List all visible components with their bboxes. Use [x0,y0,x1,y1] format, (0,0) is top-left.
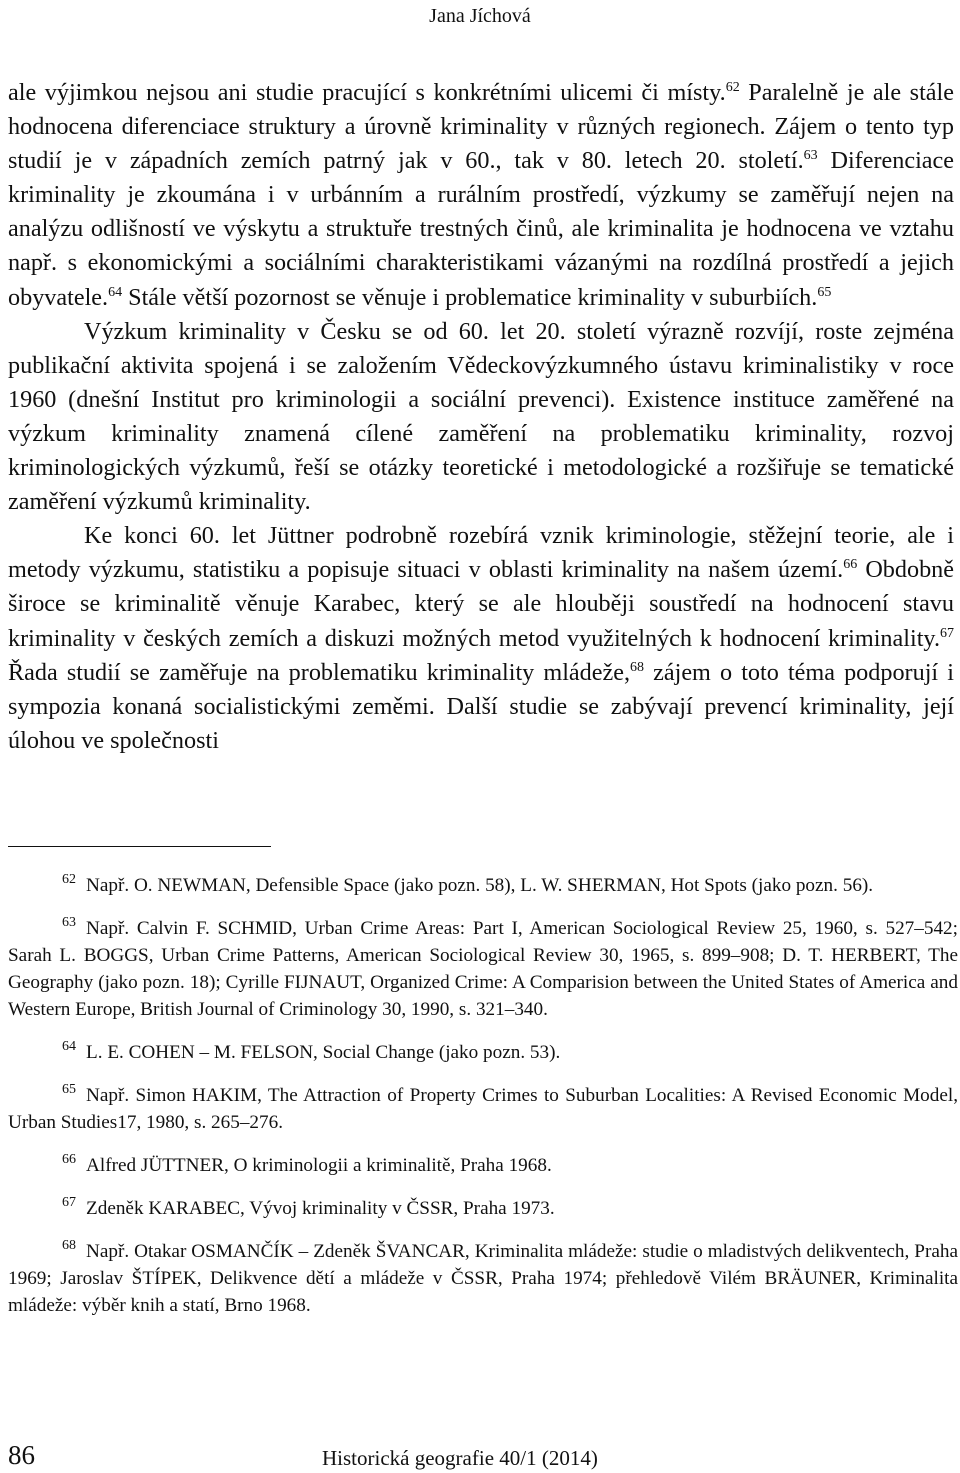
footnote-text: Např. Simon HAKIM, The Attraction of Property Crimes to Suburban Localities: A Revised Economic Model, Urban Studies17, 1980, s. 265–276. [8,1085,958,1133]
footnote-ref: 63 [803,148,818,164]
text-span: Diferenciace kriminality je zkoumána i v urbánním a rurálním prostředí, výzkumy se zaměřují nejen na analýzu odlišností ve výskytu a struktuře trestných činů, ale kriminalita je hodnocena ve vztahu např. s ekonomickými a sociálními charakteristikami vázanými na rozdílná prostředí a jejich obyvatele. [8,147,955,311]
main-text [8,76,954,758]
running-header-author: Jana Jíchová [429,5,531,27]
footnote-text: Např. Calvin F. SCHMID, Urban Crime Areas: Part I, American Sociological Review 25, 1960, s. 527–542; Sarah L. BOGGS, Urban Crime Patterns, American Sociological Review 30, 1965, s. 899–908; D. T. HERBERT, The Geography (jako pozn. 18); Cyrille FIJNAUT, Organized Crime: A Comparision between the United States of America and Western Europe, British Journal of Criminology 30, 1990, s. 321–340. [8,918,958,1020]
paragraph-3 [8,519,954,758]
text-span: Obdobně široce se kriminalitě věnuje Karabec, který se ale hlouběji soustředí na hodnocení stavu kriminality v českých zemích a diskuzi možných metod využitelných k hodnocení kriminality. [8,556,954,652]
text-span: Stále větší pozornost se věnuje i problematice kriminality v suburbiích. [122,283,818,311]
footnote-number: 63 [62,915,76,930]
footnote [8,1082,958,1136]
page-footer [8,1440,954,1470]
footnote-text: Např. Otakar OSMANČÍK – Zdeněk ŠVANCAR, Kriminalita mládeže: studie o mladistvých delikventech, Praha 1969; Jaroslav ŠTÍPEK, Delikvence dětí a mládeže v ČSSR, Praha 1974; přehledově Vilém BRÄUNER, Kriminalita mládeže: výběr knih a statí, Brno 1968. [8,1241,958,1316]
paragraph-2: Výzkum kriminality v Česku se od 60. let 20. století výrazně rozvíjí, roste zejména publikační aktivita spojená i se založením Vědeckovýzkumného ústavu kriminalistiky v roce 1960 (dnešní Institut pro kriminologii a sociální prevenci). Existence instituce zaměřené na výzkum kriminality znamená cílené zaměření na problematiku kriminality, rozvoj kriminologických výzkumů, řeší se otázky teoretické i metodologické a rozšiřuje se tematické zaměření výzkumů kriminality. [8,317,954,516]
text-span: Řada studií se zaměřuje na problematiku kriminality mládeže, [8,658,630,686]
text-span: Ke konci 60. let Jüttner podrobně rozebírá vznik kriminologie, stěžejní teorie, ale i metody výzkumu, statistiku a popisuje situaci v oblasti kriminality na našem území. [8,522,954,584]
footnote-text: Např. O. NEWMAN, Defensible Space (jako pozn. 58), L. W. SHERMAN, Hot Spots (jako pozn. 56). [86,875,874,896]
footnote-number: 67 [62,1195,76,1210]
paragraph-1 [8,76,954,315]
footnote-text: Alfred JÜTTNER, O kriminologii a kriminalitě, Praha 1968. [86,1155,552,1176]
text-span: zájem o toto téma podporují i sympozia konaná socialistickými zeměmi. Další studie se zabývají prevencí kriminality, její úlohou ve společnosti [8,658,954,754]
footnote [8,915,958,1023]
footnote-number: 62 [62,872,76,887]
footnote-ref: 64 [108,284,123,300]
footnote-ref: 68 [630,659,644,675]
footnote-text: Zdeněk KARABEC, Vývoj kriminality v ČSSR, Praha 1973. [86,1198,555,1219]
footnote [8,1195,958,1222]
footnote-separator [8,846,271,847]
footnote-number: 64 [62,1039,76,1054]
page-number: 86 [8,1440,35,1470]
footnote-ref: 65 [817,284,832,300]
footnote-number: 66 [62,1152,76,1167]
footnote [8,1152,958,1179]
footnote [8,1238,958,1319]
footnote [8,872,958,899]
text-span: Paralelně je ale stále hodnocena diferenciace struktury a úrovně kriminality v různých regionech. Zájem o tento typ studií je v západních zemích patrný jak v 60., tak v 80. letech 20. století. [8,79,954,175]
footnote-ref: 67 [940,625,954,641]
footnotes [8,872,958,1335]
footnote [8,1039,958,1066]
footnote-number: 65 [62,1082,76,1097]
footnote-ref: 66 [843,557,858,573]
footnote-ref: 62 [725,80,740,95]
text-span: ale výjimkou nejsou ani studie pracující s konkrétními ulicemi či místy. [8,79,726,106]
footnote-text: L. E. COHEN – M. FELSON, Social Change (jako pozn. 53). [86,1042,561,1063]
footnote-number: 68 [62,1238,76,1253]
journal-title: Historická geografie 40/1 (2014) [322,1446,598,1470]
